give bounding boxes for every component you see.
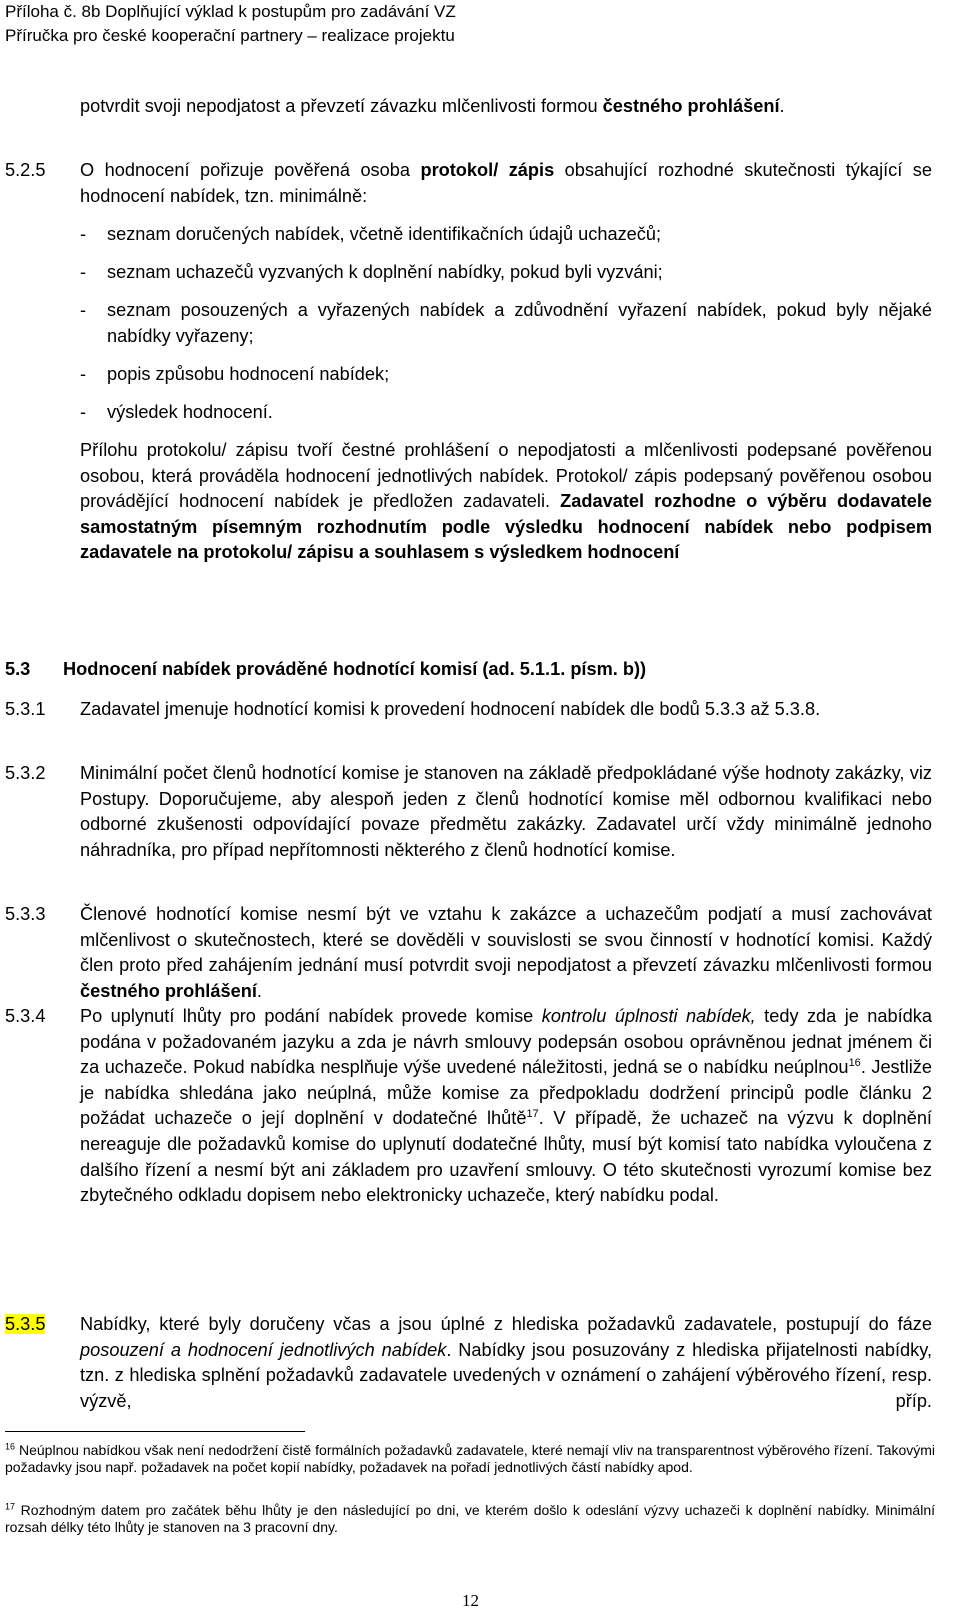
completeness-italic: kontrolu úplnosti nabídek, xyxy=(541,1006,756,1026)
document-header xyxy=(5,0,456,48)
section-number-5-3-2: 5.3.2 xyxy=(5,763,46,783)
footnote-17: $^{17}$ Rozhodným datem pro začátek běhu lhůty je den následující po dni, ve kterém došlo k odeslání výzvy uchazeči k doplnění nabídky. Minimální rozsah délky této lhůty je stanoven na 3 pracovní dny. xyxy=(5,1501,936,1535)
section-5-3-1-text: Zadavatel jmenuje hodnotící komisi k provedení hodnocení nabídek dle bodů 5.3.3 až 5.3.8. xyxy=(80,699,821,719)
list-item: výsledek hodnocení. xyxy=(107,402,273,422)
intro-paragraph: potvrdit svoji nepodjatost a převzetí závazku mlčenlivosti formou čestného prohlášení. xyxy=(80,96,785,116)
section-5-2-5-paragraph: Přílohu protokolu/ zápisu tvoří čestné prohlášení o nepodjatosti a mlčenlivosti podepsané pověřenou osobou, která prováděla hodnocení jednotlivých nabídek. Protokol/ zápis podepsaný pověřenou osobou provádějící hodnocení nabídek je předložen zadavateli. Zadavatel rozhodne o výběru dodavatele samostatným písemným rozhodnutím podle výsledku hodnocení nabídek nebo podpisem zadavatele na protokolu/ zápisu a souhlasem s výsledkem hodnocení xyxy=(80,440,933,563)
protocol-bold: protokol/ zápis xyxy=(420,160,555,180)
heading-number: 5.3 xyxy=(5,659,31,679)
section-number-5-3-5 xyxy=(5,1312,45,1338)
decision-bold: Zadavatel rozhodne o výběru dodavatele samostatným písemným rozhodnutím podle výsledku hodnocení nabídek nebo podpisem zadavatele na protokolu/ zápisu a souhlasem s výsledkem hodnocení xyxy=(80,491,933,563)
list-dash: - xyxy=(80,364,87,384)
section-number-5-2-5: 5.2.5 xyxy=(5,160,46,180)
section-5-3-4-text: Po uplynutí lhůty pro podání nabídek provede komise kontrolu úplnosti nabídek, tedy zda je nabídka podána v požadovaném jazyku a zda je návrh smlouvy podepsán osobou oprávněnou jednat jménem či za uchazeče. Pokud nabídka nesplňuje výše uvedené náležitosti, jedná se o nabídku neúplnou$^{16}$. Jestliže je nabídka shledána jako neúplná, může komise za předpokladu dodržení principů podle článku 2 požádat uchazeče o její doplnění v dodatečné lhůtě$^{17}$. V případě, že uchazeč na výzvu k doplnění nereaguje dle požadavků komise do uplynutí dodatečné lhůty, musí být komisí tato nabídka vyloučena z dalšího řízení a nesmí být ani základem pro uzavření smlouvy. O této skutečnosti vyrozumí komise bez zbytečného odkladu dopisem nebo elektronicky uchazeče, který nabídku podal. xyxy=(80,1006,932,1206)
footnote-16: $^{16}$ Neúplnou nabídkou však není nedodržení čistě formálních požadavků zadavatele, které nemají vliv na transparentnost výběrového řízení. Takovými požadavky jsou např. požadavek na počet kopií nabídky, požadavek na pořadí jednotlivých částí nabídky apod. xyxy=(5,1441,936,1475)
list-dash: - xyxy=(80,262,87,282)
section-5-3-2-text: Minimální počet členů hodnotící komise je stanoven na základě předpokládané výše hodnoty zakázky, viz Postupy. Doporučujeme, aby alespoň jeden z členů hodnotící komise měl odbornou kvalifikaci nebo odborné zkušenosti odpovídající povaze předmětu zakázky. Zadavatel určí vždy minimálně jednoho náhradníka, pro případ nepřítomnosti některého z členů hodnotící komise. xyxy=(80,763,932,860)
list-item: seznam posouzených a vyřazených nabídek a zdůvodnění vyřazení nabídek, pokud byly nějaké nabídky vyřazeny; xyxy=(107,300,932,346)
page-number: 12 xyxy=(462,1591,479,1610)
section-heading-5-3 xyxy=(5,659,646,680)
section-number-5-3-3: 5.3.3 xyxy=(5,904,46,924)
list-item: seznam doručených nabídek, včetně identifikačních údajů uchazečů; xyxy=(107,224,662,244)
section-5-2-5-text: O hodnocení pořizuje pověřená osoba protokol/ zápis obsahující rozhodné skutečnosti týkající se hodnocení nabídek, tzn. minimálně: xyxy=(80,160,932,206)
header-line-1: Příloha č. 8b Doplňující výklad k postupům pro zadávání VZ xyxy=(5,2,456,21)
footnote-ref-17: 17 xyxy=(526,1108,539,1121)
affidavit-bold: čestného prohlášení xyxy=(80,980,257,1001)
list-dash: - xyxy=(80,402,87,422)
footnote-number: 17 xyxy=(5,1501,16,1512)
intro-bold: čestného prohlášení xyxy=(602,96,780,116)
list-dash: - xyxy=(80,224,87,244)
section-5-3-5-text: Nabídky, které byly doručeny včas a jsou úplné z hlediska požadavků zadavatele, postupují do fáze posouzení a hodnocení jednotlivých nabídek. Nabídky jsou posuzovány z hlediska přijatelnosti nabídky, tzn. z hlediska splnění požadavků zadavatele uvedených v oznámení o zahájení výběrového řízení, resp. výzvě, příp. xyxy=(80,1314,932,1411)
footnote-ref-16: 16 xyxy=(848,1057,861,1070)
section-number-5-3-4: 5.3.4 xyxy=(5,1006,46,1026)
highlighted-number: 5.3.5 xyxy=(5,1314,46,1334)
heading-title: Hodnocení nabídek prováděné hodnotící komisí (ad. 5.1.1. písm. b)) xyxy=(63,659,647,679)
footnote-separator xyxy=(5,1431,305,1432)
list-dash: - xyxy=(80,300,87,320)
section-5-3-3-text: Členové hodnotící komise nesmí být ve vztahu k zakázce a uchazečům podjatí a musí zachovávat mlčenlivost o skutečnostech, které se dověděli v souvislosti se svou činností v hodnotící komisi. Každý člen proto před zahájením jednání musí potvrdit svoji nepodjatost a převzetí závazku mlčenlivosti formou čestného prohlášení. xyxy=(80,904,932,1001)
section-number-5-3-1: 5.3.1 xyxy=(5,699,46,719)
footnote-number: 16 xyxy=(5,1441,16,1452)
list-item: seznam uchazečů vyzvaných k doplnění nabídky, pokud byli vyzváni; xyxy=(107,262,663,282)
header-line-2: Příručka pro české kooperační partnery – realizace projektu xyxy=(5,26,455,45)
list-item: popis způsobu hodnocení nabídek; xyxy=(107,364,390,384)
evaluation-italic: posouzení a hodnocení jednotlivých nabídek xyxy=(80,1339,447,1360)
